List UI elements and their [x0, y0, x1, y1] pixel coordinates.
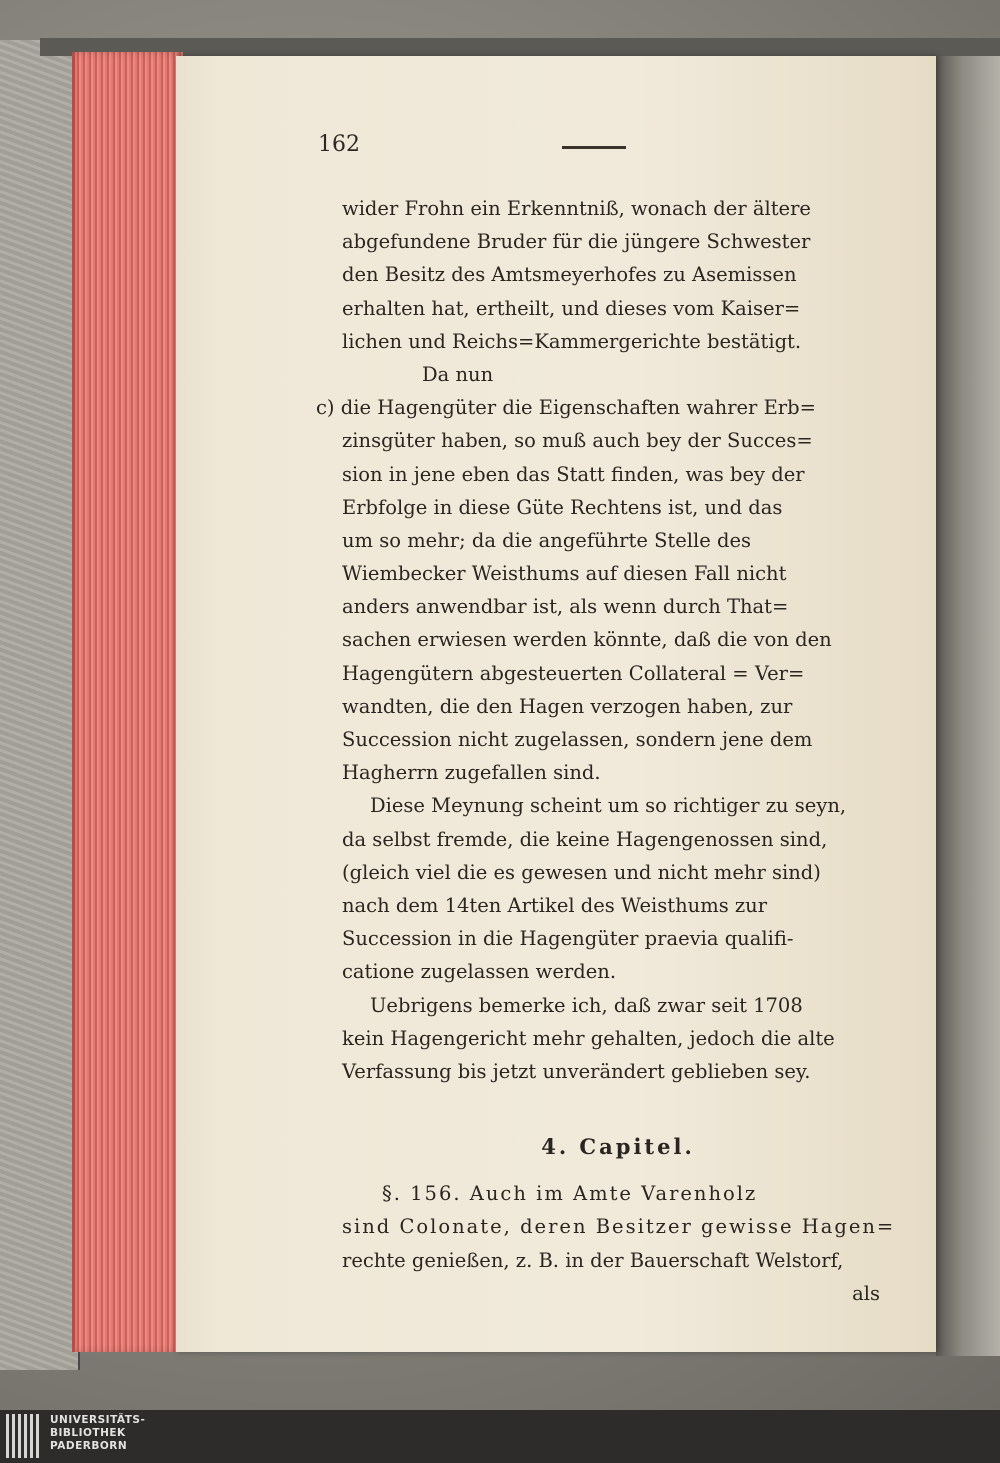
text-line: nach dem 14ten Artikel des Weisthums zur — [342, 893, 768, 917]
text-line-c — [316, 391, 894, 424]
text-line: §. 156. Auch im Amte Varenholz — [382, 1182, 758, 1206]
book-spine-top — [40, 38, 1000, 56]
page-edges-red — [72, 52, 183, 1352]
list-marker-c: c) — [316, 396, 335, 420]
text-line: Uebrigens bemerke ich, daß zwar seit 1708 — [370, 993, 803, 1017]
text-line: Erbfolge in diese Güte Rechtens ist, und das — [342, 495, 783, 519]
text-line: sind Colonate, deren Besitzer gewisse Hagen= — [342, 1215, 896, 1239]
facing-page-edge — [936, 56, 1000, 1356]
text-line: wider Frohn ein Erkenntniß, wonach der ältere — [342, 197, 811, 220]
catchword: als — [852, 1281, 880, 1305]
text-line: abgefundene Bruder für die jüngere Schwester — [342, 230, 811, 254]
text-line: die Hagengüter die Eigenschaften wahrer Erb= — [340, 396, 816, 420]
footer-bar — [0, 1410, 1000, 1463]
da-nun-line: Da nun — [422, 362, 494, 386]
chapter-heading: 4. Capitel. — [541, 1134, 695, 1160]
text-line: wandten, die den Hagen verzogen haben, zur — [342, 694, 793, 718]
book-cover-edge — [0, 40, 80, 1370]
page-number: 162 — [318, 132, 360, 157]
text-line: um so mehr; da die angeführte Stelle des — [342, 528, 752, 552]
text-line: Wiembecker Weisthums auf diesen Fall nicht — [342, 562, 787, 586]
text-line: rechte genießen, z. B. in der Bauerschaft Welstorf, — [342, 1248, 844, 1272]
text-line: Diese Meynung scheint um so richtiger zu seyn, — [370, 794, 847, 818]
library-name-line: PADERBORN — [50, 1440, 128, 1452]
library-name — [50, 1414, 145, 1453]
text-line: da selbst fremde, die keine Hagengenossen sind, — [342, 827, 828, 851]
page-text — [316, 192, 896, 1310]
text-line: erhalten hat, ertheilt, und dieses vom Kaiser= — [342, 296, 801, 320]
text-line: kein Hagengericht mehr gehalten, jedoch die alte — [342, 1026, 835, 1050]
header-rule — [562, 146, 626, 149]
library-logo-icon — [6, 1414, 42, 1458]
text-line: (gleich viel die es gewesen und nicht mehr sind) — [342, 860, 821, 884]
library-name-line: UNIVERSITÄTS- — [50, 1414, 146, 1426]
text-line: Succession nicht zugelassen, sondern jene dem — [342, 728, 813, 751]
text-line: Succession in die Hagengüter praevia qualifi- — [342, 927, 794, 951]
text-line: Hagengütern abgesteuerten Collateral = Ver= — [342, 661, 805, 685]
text-line: Verfassung bis jetzt unverändert geblieben sey. — [342, 1059, 811, 1083]
text-line: sachen erwiesen werden könnte, daß die von den — [342, 628, 832, 652]
text-line: den Besitz des Amtsmeyerhofes zu Asemissen — [342, 263, 797, 287]
text-line: catione zugelassen werden. — [342, 960, 617, 984]
text-line: sion in jene eben das Statt finden, was bey der — [342, 462, 805, 486]
text-line: zinsgüter haben, so muß auch bey der Succes= — [342, 429, 813, 453]
text-line: Hagherrn zugefallen sind. — [342, 761, 601, 785]
library-name-line: BIBLIOTHEK — [50, 1427, 126, 1439]
text-line: lichen und Reichs=Kammergerichte bestätigt. — [342, 329, 802, 353]
text-line: anders anwendbar ist, als wenn durch That= — [342, 595, 789, 619]
